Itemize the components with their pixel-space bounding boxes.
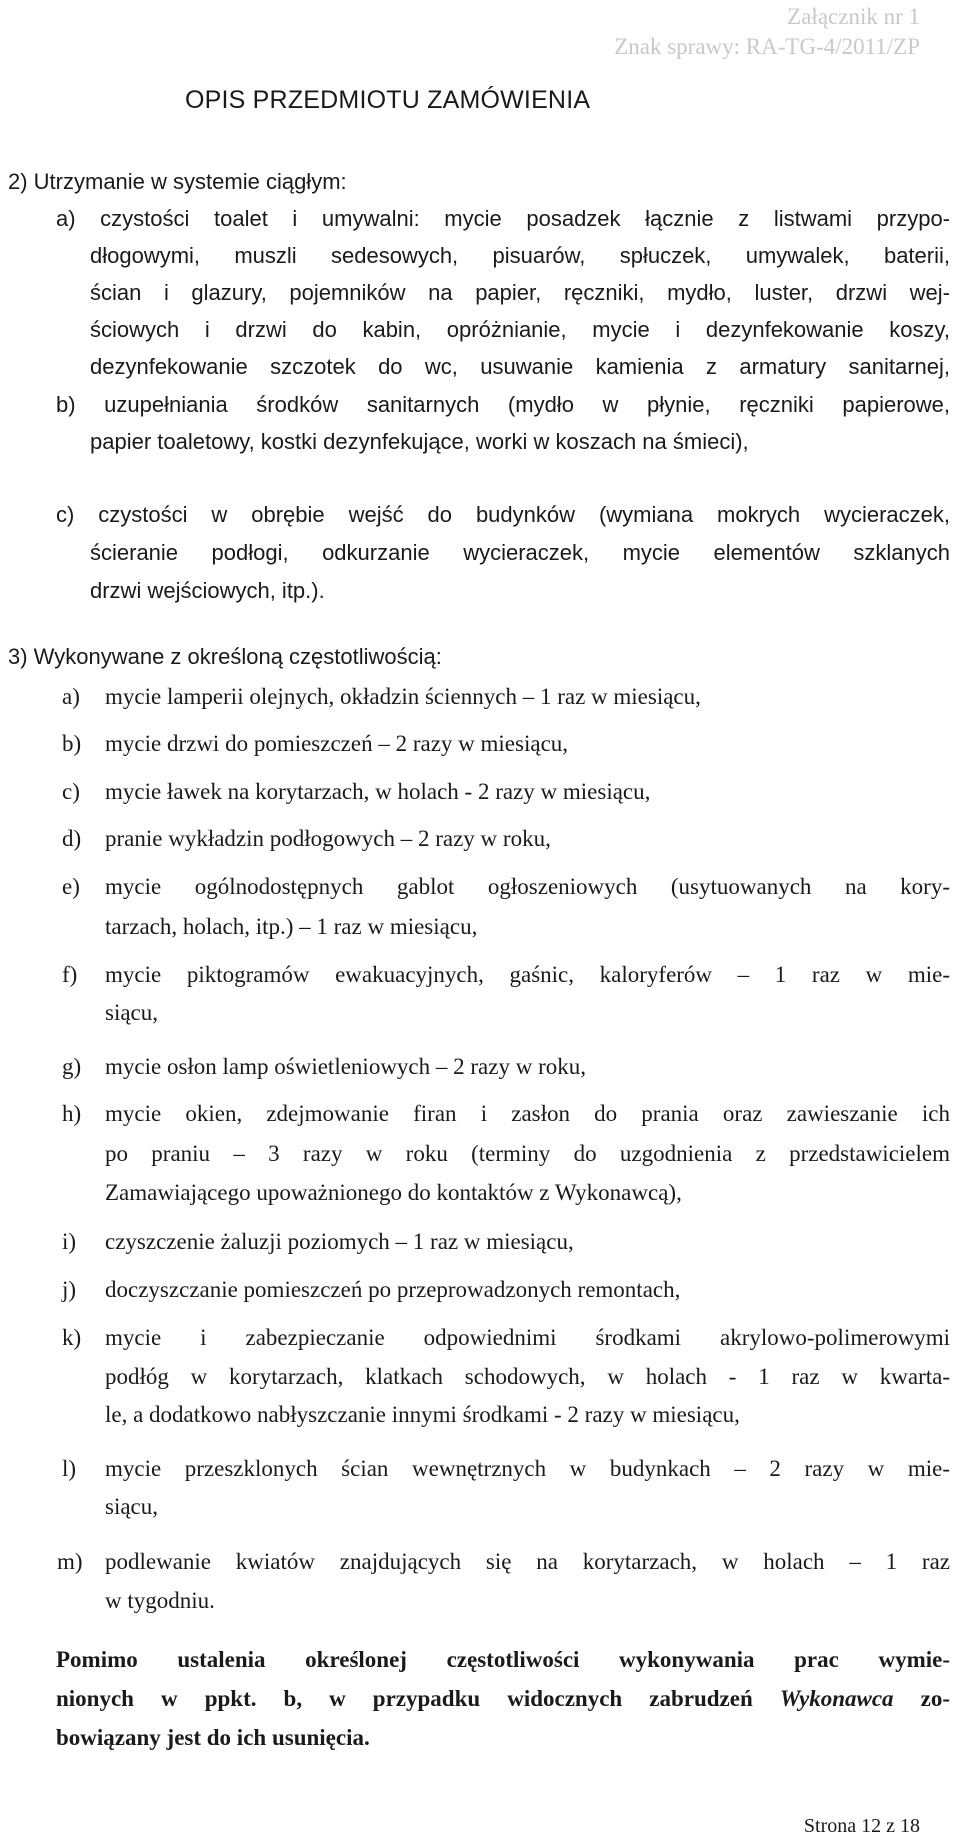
list-item-cont: po praniu – 3 razy w roku (terminy do uzgodnienia z przedstawicielem — [105, 1141, 950, 1166]
list-item-label: h) — [62, 1101, 82, 1126]
list-item-label: m) — [57, 1549, 83, 1574]
list-item-cont: Zamawiającego upoważnionego do kontaktów z Wykonawcą), — [105, 1180, 682, 1205]
section-2-item-a-cont: ściowych i drzwi do kabin, opróżnianie, mycie i dezynfekowanie koszy, — [90, 317, 950, 342]
section-2-heading: 2) Utrzymanie w systemie ciągłym: — [8, 169, 347, 194]
list-item: mycie przeszklonych ścian wewnętrznych w budynkach – 2 razy w mie- — [105, 1456, 950, 1481]
section-2-item-a-cont: dłogowymi, muszli sedesowych, pisuarów, spłuczek, umywalek, baterii, — [90, 243, 950, 268]
section-2-item-a-cont: ścian i glazury, pojemników na papier, ręczniki, mydło, luster, drzwi wej- — [90, 280, 950, 305]
section-2-item-c-cont: drzwi wejściowych, itp.). — [90, 578, 325, 603]
list-item: pranie wykładzin podłogowych – 2 razy w roku, — [105, 826, 551, 851]
list-item: doczyszczanie pomieszczeń po przeprowadzonych remontach, — [105, 1277, 681, 1302]
list-item-label: e) — [62, 874, 80, 899]
list-item-label: g) — [62, 1054, 82, 1079]
list-item-cont: tarzach, holach, itp.) – 1 raz w miesiącu, — [105, 914, 478, 939]
list-item-cont: w tygodniu. — [105, 1588, 215, 1613]
list-item: mycie ogólnodostępnych gablot ogłoszeniowych (usytuowanych na kory- — [105, 874, 950, 899]
list-item: mycie lamperii olejnych, okładzin ściennych – 1 raz w miesiącu, — [105, 684, 701, 709]
section-2-item-b: b) uzupełniania środków sanitarnych (mydło w płynie, ręczniki papierowe, — [56, 392, 950, 417]
list-item-cont: siącu, — [105, 1494, 159, 1519]
note-emphasis: Wykonawca — [779, 1686, 894, 1711]
list-item: mycie ławek na korytarzach, w holach - 2 razy w miesiącu, — [105, 779, 651, 804]
section-2-item-c-cont: ścieranie podłogi, odkurzanie wycieraczek, mycie elementów szklanych — [90, 540, 950, 565]
list-item: podlewanie kwiatów znajdujących się na korytarzach, w holach – 1 raz — [105, 1549, 950, 1574]
note-line-2 — [56, 1682, 950, 1716]
list-item: mycie drzwi do pomieszczeń – 2 razy w miesiącu, — [105, 731, 569, 756]
list-item: mycie i zabezpieczanie odpowiednimi środkami akrylowo-polimerowymi — [105, 1325, 950, 1350]
list-item-label: i) — [62, 1229, 77, 1254]
list-item-label: c) — [62, 779, 80, 804]
note-text: nionych w ppkt. b, w przypadku widocznych zabrudzeń — [56, 1686, 780, 1711]
list-item-label: l) — [62, 1456, 77, 1481]
list-item-cont: le, a dodatkowo nabłyszczanie innymi środkami - 2 razy w miesiącu, — [105, 1402, 740, 1427]
page-number: Strona 12 z 18 — [803, 1815, 920, 1837]
note-line-1: Pomimo ustalenia określonej częstotliwości wykonywania prac wymie- — [56, 1647, 950, 1672]
note-text: zo- — [893, 1686, 950, 1711]
attachment-label: Załącznik nr 1 — [787, 4, 920, 29]
section-2-item-c: c) czystości w obrębie wejść do budynków (wymiana mokrych wycieraczek, — [56, 502, 950, 527]
list-item: mycie piktogramów ewakuacyjnych, gaśnic, kaloryferów – 1 raz w mie- — [105, 962, 950, 987]
list-item-label: a) — [62, 684, 80, 709]
section-2-item-b-cont: papier toaletowy, kostki dezynfekujące, worki w koszach na śmieci), — [90, 429, 749, 454]
section-2-item-a: a) czystości toalet i umywalni: mycie posadzek łącznie z listwami przypo- — [56, 206, 950, 231]
list-item: czyszczenie żaluzji poziomych – 1 raz w miesiącu, — [105, 1229, 574, 1254]
section-3-heading: 3) Wykonywane z określoną częstotliwością: — [8, 644, 442, 669]
list-item-label: b) — [62, 731, 82, 756]
list-item-cont: siącu, — [105, 1000, 159, 1025]
page-title: OPIS PRZEDMIOTU ZAMÓWIENIA — [185, 86, 591, 114]
list-item: mycie okien, zdejmowanie firan i zasłon do prania oraz zawieszanie ich — [105, 1101, 950, 1126]
list-item-cont: podłóg w korytarzach, klatkach schodowych, w holach - 1 raz w kwarta- — [105, 1364, 950, 1389]
list-item-label: d) — [62, 826, 82, 851]
list-item: mycie osłon lamp oświetleniowych – 2 razy w roku, — [105, 1054, 586, 1079]
section-2-item-a-cont: dezynfekowanie szczotek do wc, usuwanie kamienia z armatury sanitarnej, — [90, 354, 950, 379]
note-line-3: bowiązany jest do ich usunięcia. — [56, 1725, 370, 1750]
list-item-label: j) — [62, 1277, 77, 1302]
list-item-label: f) — [62, 962, 78, 987]
list-item-label: k) — [62, 1325, 82, 1350]
case-number: Znak sprawy: RA-TG-4/2011/ZP — [614, 34, 920, 59]
